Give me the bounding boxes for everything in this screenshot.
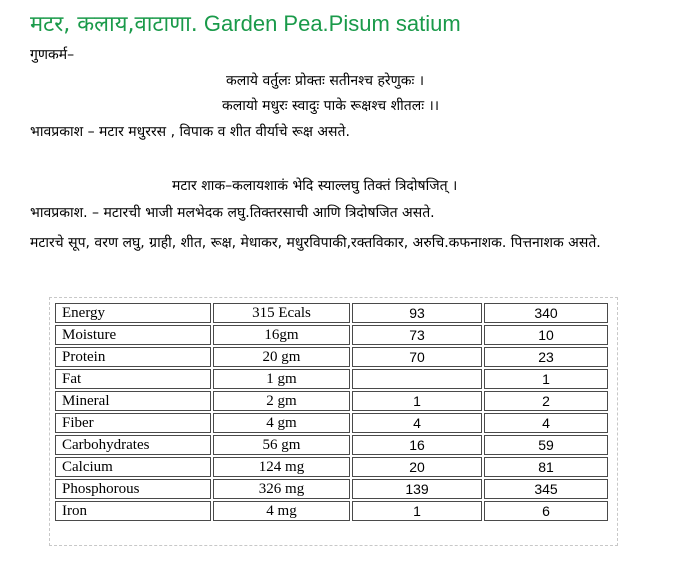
value-a-cell: 4 bbox=[352, 413, 482, 433]
value-a-cell: 70 bbox=[352, 347, 482, 367]
quantity-cell: 2 gm bbox=[213, 391, 350, 411]
table-row bbox=[55, 391, 608, 411]
quantity-cell: 4 mg bbox=[213, 501, 350, 521]
value-a-cell: 73 bbox=[352, 325, 482, 345]
nutrition-table-container bbox=[49, 297, 618, 546]
table-row bbox=[55, 325, 608, 345]
value-b-cell: 6 bbox=[484, 501, 608, 521]
table-row bbox=[55, 479, 608, 499]
value-a-cell: 20 bbox=[352, 457, 482, 477]
value-b-cell: 1 bbox=[484, 369, 608, 389]
value-b-cell: 4 bbox=[484, 413, 608, 433]
table-row bbox=[55, 501, 608, 521]
nutrient-name-cell: Calcium bbox=[55, 457, 211, 477]
quantity-cell: 326 mg bbox=[213, 479, 350, 499]
nutrient-name-cell: Protein bbox=[55, 347, 211, 367]
value-a-cell: 1 bbox=[352, 391, 482, 411]
value-b-cell: 345 bbox=[484, 479, 608, 499]
shloka-line-1: कलाये वर्तुलः प्रोक्तः सतीनश्च हरेणुकः । bbox=[226, 73, 425, 89]
bhavaprakash-text-2: भावप्रकाश. – मटारची भाजी मलभेदक लघु.तिक्तरसाची आणि त्रिदोषजित असते. bbox=[30, 205, 435, 221]
value-a-cell bbox=[352, 369, 482, 389]
table-row bbox=[55, 413, 608, 433]
title-english: Garden Pea.Pisum satium bbox=[197, 11, 461, 36]
table-row bbox=[55, 303, 608, 323]
table-row bbox=[55, 435, 608, 455]
shloka-line-3: मटार शाक–कलायशाकं भेदि स्याल्लघु तिक्तं त्रिदोषजित् । bbox=[172, 178, 458, 194]
value-b-cell: 340 bbox=[484, 303, 608, 323]
quantity-cell: 1 gm bbox=[213, 369, 350, 389]
nutrition-table bbox=[53, 301, 610, 523]
value-a-cell: 16 bbox=[352, 435, 482, 455]
nutrient-name-cell: Phosphorous bbox=[55, 479, 211, 499]
value-a-cell: 93 bbox=[352, 303, 482, 323]
nutrient-name-cell: Fiber bbox=[55, 413, 211, 433]
bhavaprakash-text-1: भावप्रकाश – मटार मधुररस , विपाक व शीत वीर्याचे रूक्ष असते. bbox=[30, 124, 350, 140]
nutrient-name-cell: Mineral bbox=[55, 391, 211, 411]
page-title bbox=[30, 8, 461, 38]
table-row bbox=[55, 457, 608, 477]
quantity-cell: 56 gm bbox=[213, 435, 350, 455]
nutrient-name-cell: Moisture bbox=[55, 325, 211, 345]
quantity-cell: 4 gm bbox=[213, 413, 350, 433]
value-b-cell: 10 bbox=[484, 325, 608, 345]
quantity-cell: 124 mg bbox=[213, 457, 350, 477]
title-marathi: मटर, कलाय,वाटाणा. bbox=[30, 12, 198, 37]
quantity-cell: 16gm bbox=[213, 325, 350, 345]
quantity-cell: 20 gm bbox=[213, 347, 350, 367]
nutrient-name-cell: Carbohydrates bbox=[55, 435, 211, 455]
nutrient-name-cell: Iron bbox=[55, 501, 211, 521]
quantity-cell: 315 Ecals bbox=[213, 303, 350, 323]
value-b-cell: 2 bbox=[484, 391, 608, 411]
table-row bbox=[55, 369, 608, 389]
nutrition-table-body bbox=[55, 303, 608, 521]
value-a-cell: 1 bbox=[352, 501, 482, 521]
value-b-cell: 81 bbox=[484, 457, 608, 477]
value-a-cell: 139 bbox=[352, 479, 482, 499]
table-row bbox=[55, 347, 608, 367]
shloka-line-2: कलायो मधुरः स्वादुः पाके रूक्षश्च शीतलः ।। bbox=[222, 98, 440, 114]
value-b-cell: 23 bbox=[484, 347, 608, 367]
nutrient-name-cell: Energy bbox=[55, 303, 211, 323]
section-heading-gunakarma: गुणकर्म– bbox=[30, 47, 75, 63]
nutrient-name-cell: Fat bbox=[55, 369, 211, 389]
value-b-cell: 59 bbox=[484, 435, 608, 455]
description-paragraph: मटारचे सूप, वरण लघु, ग्राही, शीत, रूक्ष, मेधाकर, मधुरविपाकी,रक्तविकार, अरुचि.कफनाशक. पित्तनाशक असते. bbox=[30, 235, 601, 251]
